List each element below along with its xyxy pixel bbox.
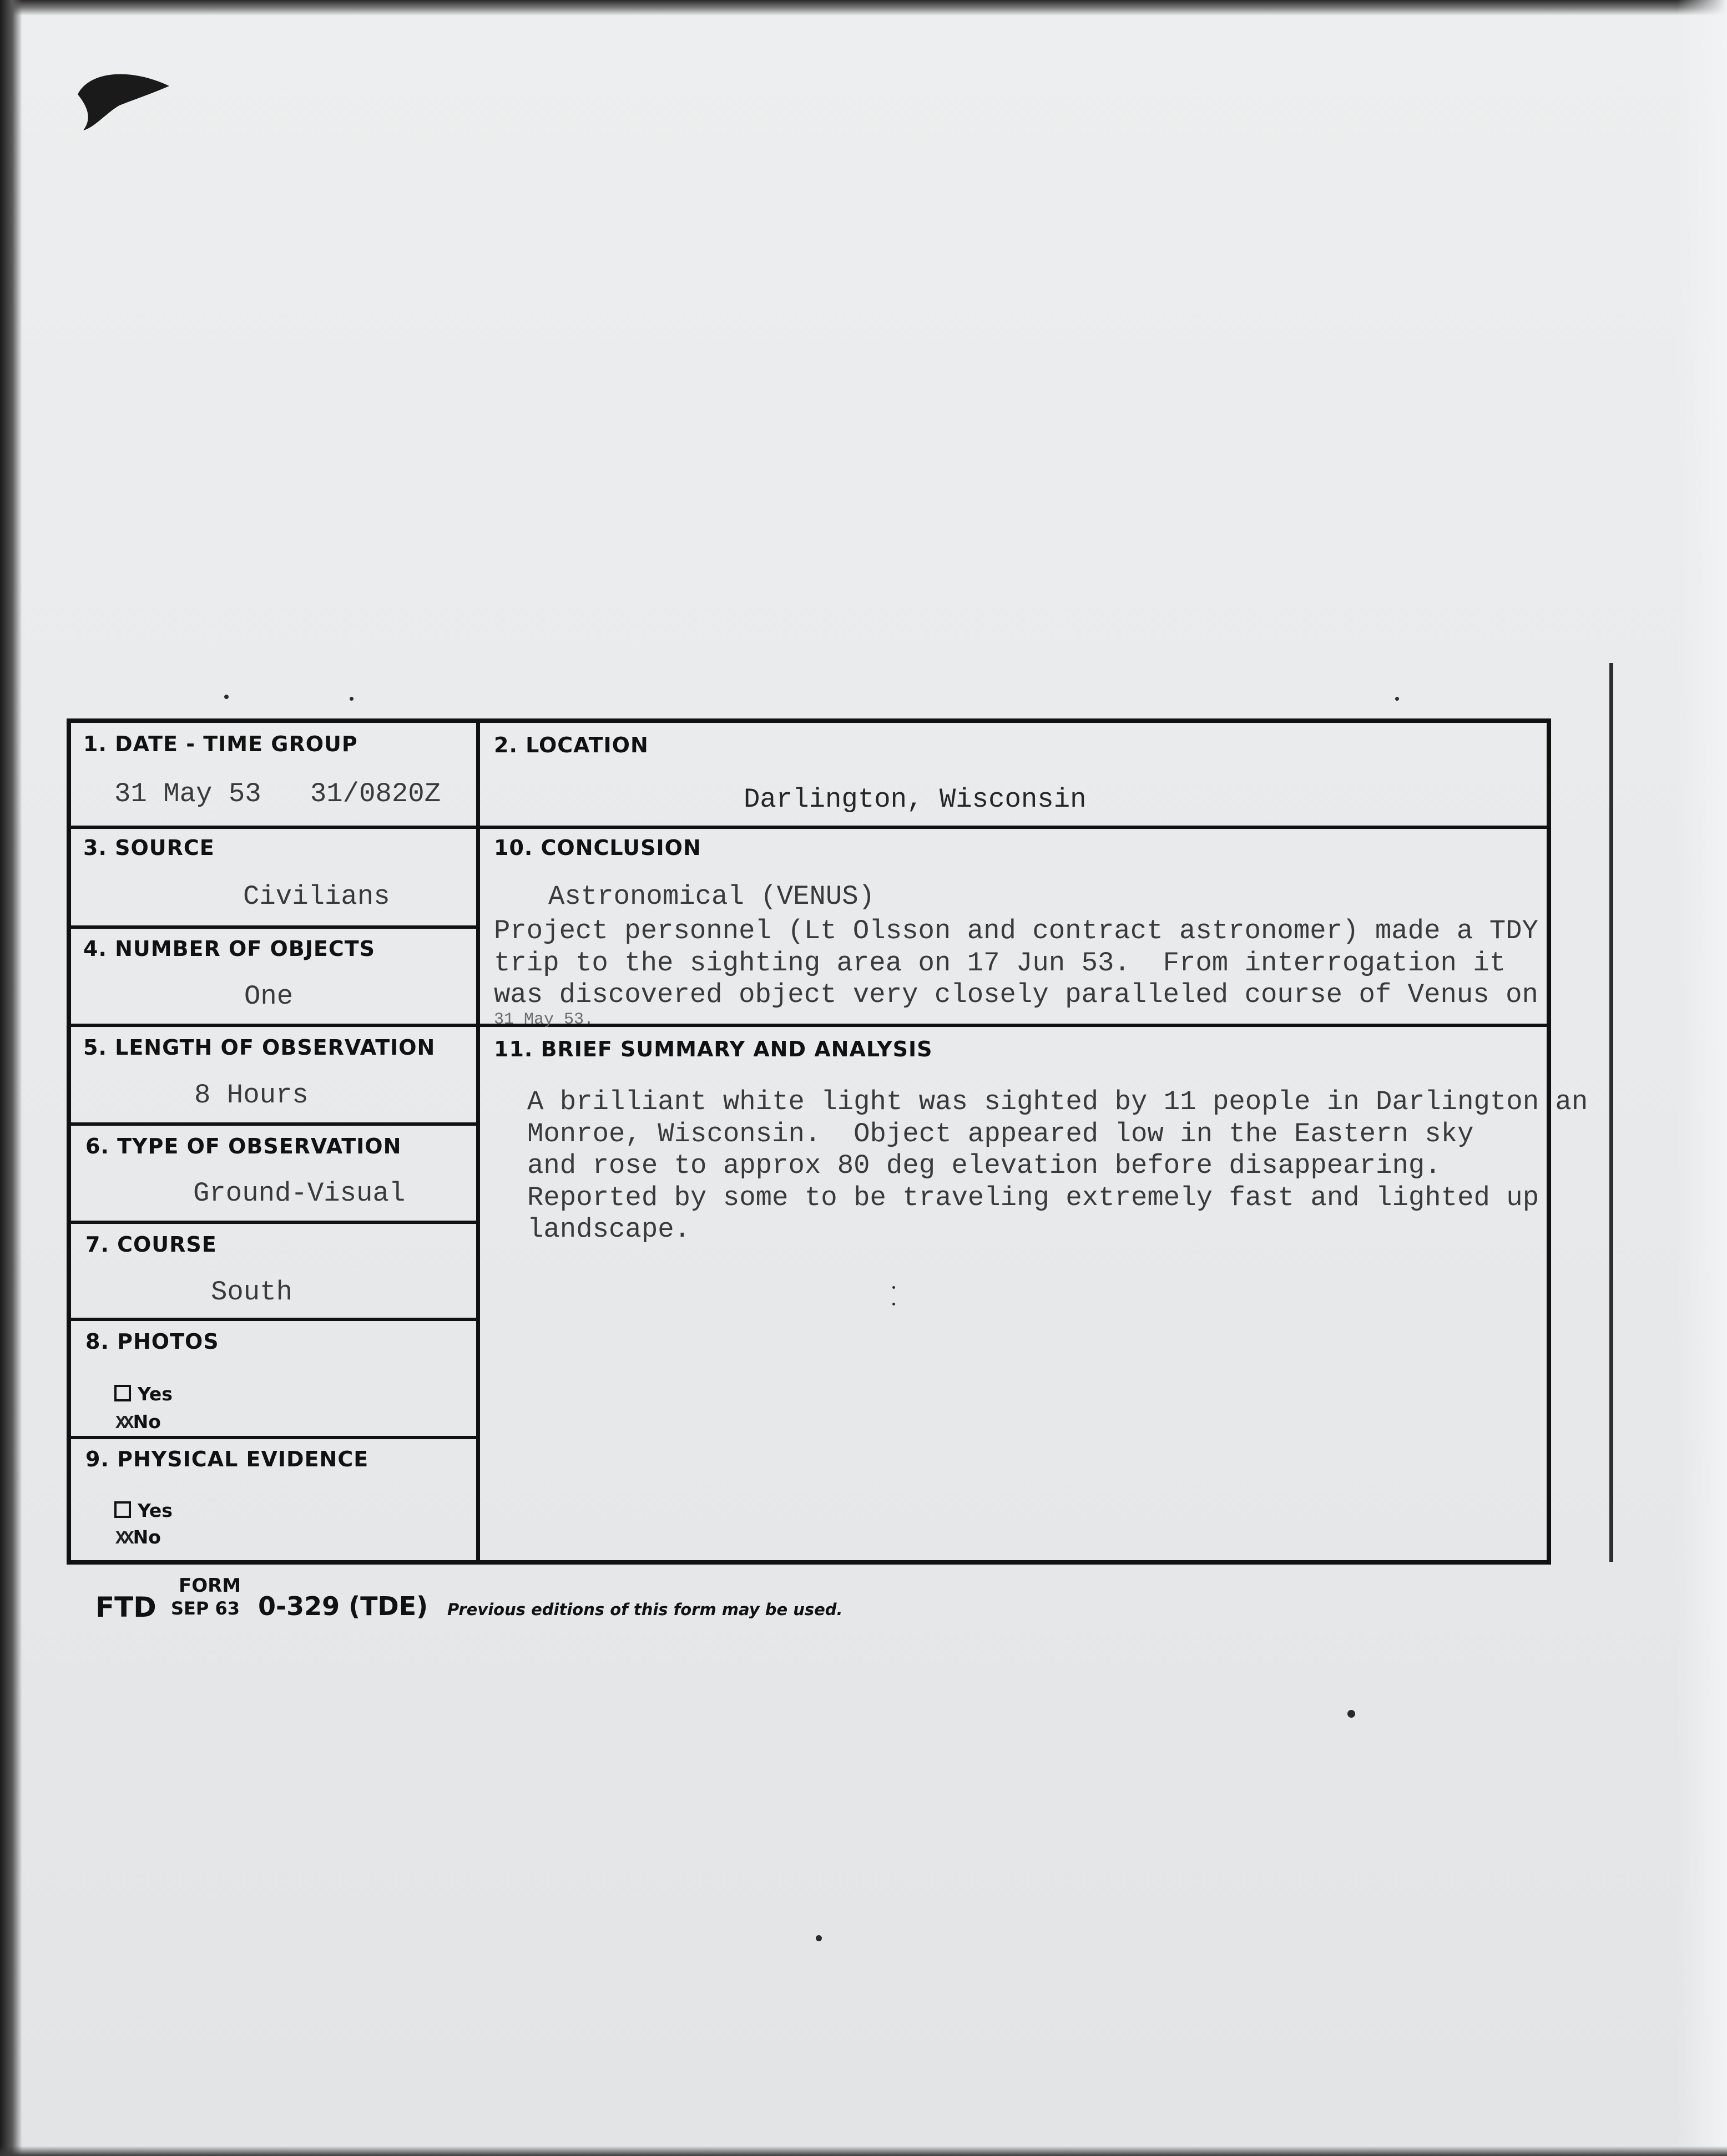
- summary-line: and rose to approx 80 deg elevation before disappearing.: [527, 1150, 1441, 1181]
- photos-no-label: No: [133, 1411, 161, 1433]
- physical-evidence-no-option: [115, 1526, 161, 1549]
- conclusion-label: 10. CONCLUSION: [494, 836, 701, 860]
- date-time-group-value: 31 May 53 31/0820Z: [114, 778, 441, 809]
- photos-no-option: [115, 1411, 161, 1434]
- footer-note: Previous editions of this form may be used.: [447, 1600, 843, 1619]
- photos-yes-checkbox: [114, 1385, 131, 1401]
- summary-line: A brilliant white light was sighted by 11 people in Darlington an: [527, 1086, 1588, 1117]
- physical-evidence-yes-option: [114, 1500, 173, 1521]
- type-of-observation-label: 6. TYPE OF OBSERVATION: [85, 1134, 402, 1158]
- scan-right-edge: [1677, 0, 1727, 2156]
- length-of-observation-label: 5. LENGTH OF OBSERVATION: [83, 1035, 436, 1060]
- row-divider: [71, 1221, 477, 1224]
- course-label: 7. COURSE: [85, 1232, 217, 1257]
- row-divider: [71, 925, 477, 929]
- photos-no-checkmark: XX: [115, 1413, 131, 1434]
- conclusion-line: Astronomical (VENUS): [548, 881, 875, 912]
- report-form: [67, 718, 1588, 1565]
- date-time-group-label: 1. DATE - TIME GROUP: [83, 732, 358, 756]
- conclusion-line: Project personnel (Lt Olsson and contract astronomer) made a TDY: [494, 915, 1538, 947]
- binder-edge-line: [1609, 663, 1613, 1562]
- scan-speck: [1395, 697, 1399, 701]
- number-of-objects-value: One: [244, 981, 294, 1012]
- physical-evidence-label: 9. PHYSICAL EVIDENCE: [85, 1447, 369, 1471]
- row-divider: [71, 1436, 477, 1439]
- physical-evidence-no-label: No: [133, 1526, 161, 1548]
- physical-evidence-yes-checkbox: [114, 1501, 131, 1518]
- ink-blot-mark: [67, 61, 178, 139]
- summary-line: landscape.: [527, 1214, 691, 1245]
- location-value: Darlington, Wisconsin: [744, 784, 1087, 815]
- conclusion-line: 31 May 53.: [494, 1010, 594, 1029]
- column-divider: [476, 723, 480, 1560]
- course-value: South: [211, 1277, 293, 1308]
- photos-label: 8. PHOTOS: [85, 1329, 219, 1354]
- source-value: Civilians: [243, 881, 390, 912]
- number-of-objects-label: 4. NUMBER OF OBJECTS: [83, 937, 376, 961]
- scan-speck: [224, 695, 229, 699]
- location-label: 2. LOCATION: [494, 733, 649, 757]
- source-label: 3. SOURCE: [83, 836, 215, 860]
- photos-yes-label: Yes: [138, 1383, 173, 1405]
- summary-label: 11. BRIEF SUMMARY AND ANALYSIS: [494, 1037, 933, 1061]
- scan-top-shadow: [0, 0, 1727, 16]
- scan-speck: [1347, 1710, 1355, 1718]
- conclusion-line: trip to the sighting area on 17 Jun 53. From interrogation it: [494, 948, 1506, 979]
- footer-ftd: FTD: [95, 1591, 156, 1623]
- row-divider: [71, 1318, 477, 1321]
- photos-yes-option: [114, 1383, 173, 1405]
- summary-line: Monroe, Wisconsin. Object appeared low in the Eastern sky: [527, 1119, 1474, 1150]
- type-of-observation-value: Ground-Visual: [193, 1178, 406, 1209]
- physical-evidence-no-checkmark: XX: [115, 1529, 131, 1549]
- scan-speck: [350, 697, 354, 701]
- footer-date: SEP 63: [171, 1598, 240, 1619]
- conclusion-line: was discovered object very closely paralleled course of Venus on: [494, 979, 1538, 1010]
- physical-evidence-yes-label: Yes: [138, 1500, 173, 1521]
- footer-form-number: 0-329 (TDE): [258, 1591, 428, 1621]
- row-divider: [71, 826, 1547, 829]
- scan-bottom-shadow: [0, 2146, 1727, 2156]
- row-divider: [71, 1122, 477, 1126]
- summary-line: Reported by some to be traveling extremely fast and lighted up: [527, 1182, 1539, 1213]
- scan-speck: [816, 1935, 822, 1941]
- footer-form-word: FORM: [179, 1575, 241, 1597]
- row-divider: [71, 1024, 1547, 1027]
- scan-left-shadow: [0, 0, 22, 2156]
- length-of-observation-value: 8 Hours: [194, 1080, 309, 1111]
